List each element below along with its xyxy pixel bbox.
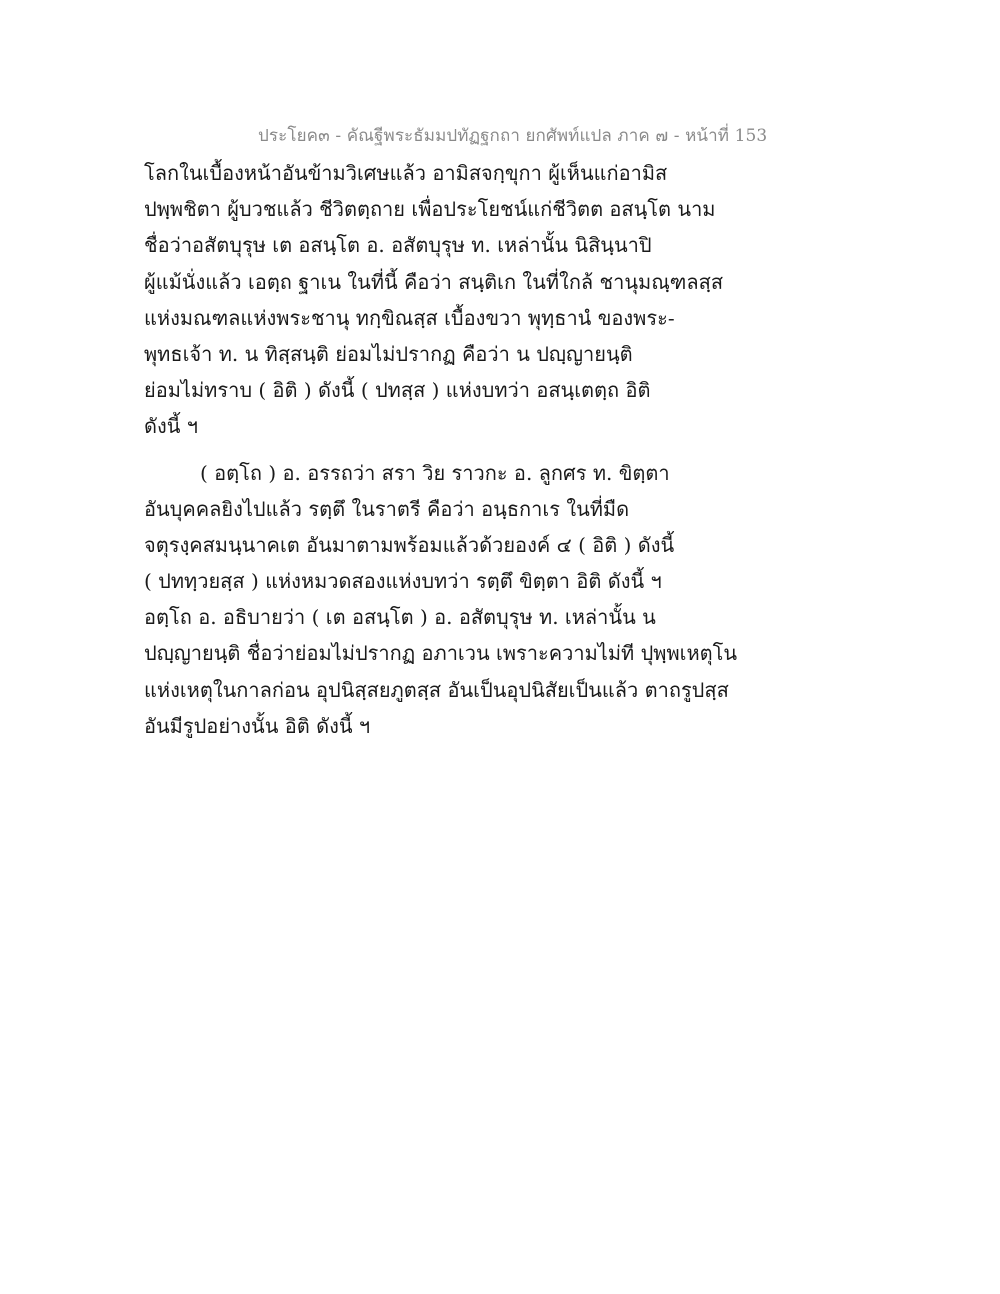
- text-line: ( อตฺโถ ) อ. อรรถว่า สรา วิย ราวกะ อ. ลูกศร ท. ขิตฺตา: [200, 460, 670, 485]
- text-line: จตุรงฺคสมนฺนาคเต อันมาตามพร้อมแล้วด้วยองค์ ๔ ( อิติ ) ดังนี้: [144, 532, 675, 557]
- text-line: โลกในเบื้องหน้าอันข้ามวิเศษแล้ว อามิสจกฺขุกา ผู้เห็นแก่อามิส: [144, 161, 668, 185]
- text-line: อตฺโถ อ. อธิบายว่า ( เต อสนฺโต ) อ. อสัตบุรุษ ท. เหล่านั้น น: [144, 605, 656, 630]
- text-line: ย่อมไม่ทราบ ( อิติ ) ดังนี้ ( ปทสฺส ) แห่งบทว่า อสนฺเตตฺถ อิติ: [144, 378, 651, 403]
- text-line: ชื่อว่าอสัตบุรุษ เต อสนฺโต อ. อสัตบุรุษ ท. เหล่านั้น นิสินฺนาปิ: [144, 233, 652, 258]
- text-line: แห่งเหตุในกาลก่อน อุปนิสฺสยภูตสฺส อันเป็นอุปนิสัยเป็นแล้ว ตาถรูปสฺส: [144, 677, 729, 702]
- text-line: ( ปททฺวยสฺส ) แห่งหมวดสองแห่งบทว่า รตฺตึ ขิตฺตา อิติ ดังนี้ ฯ: [144, 569, 662, 594]
- paragraph-2: [144, 455, 764, 745]
- text-line: ดังนี้ ฯ: [144, 414, 199, 439]
- text-line: แห่งมณฑลแห่งพระชานุ ทกฺขิณสฺส เบื้องขวา พุทฺธานํ ของพระ-: [144, 305, 675, 330]
- text-line: อันมีรูปอย่างนั้น อิติ ดังนี้ ฯ: [144, 713, 371, 738]
- running-header: ประโยค๓ - คัณฐีพระธัมมปทัฏฐกถา ยกศัพท์แปล ภาค ๗ - หน้าที่ 153: [258, 126, 768, 146]
- body-text: [144, 155, 764, 744]
- text-line: อันบุคคลยิงไปแล้ว รตฺตึ ในราตรี คือว่า อนฺธกาเร ในที่มืด: [144, 496, 630, 521]
- paragraph-1: [144, 155, 764, 445]
- text-line: ปญฺญายนฺติ ชื่อว่าย่อมไม่ปรากฏ อภาเวน เพราะความไม่ที ปุพฺพเหตุโน: [144, 641, 738, 666]
- text-line: ผู้แม้นั่งแล้ว เอตฺถ ฐาเน ในที่นี้ คือว่า สนฺติเก ในที่ใกล้ ชานุมณฺฑลสฺส: [144, 269, 724, 294]
- paragraph-gap: [144, 445, 764, 455]
- text-line: พุทธเจ้า ท. น ทิสฺสนฺติ ย่อมไม่ปรากฏ คือว่า น ปญฺญายนฺติ: [144, 341, 633, 366]
- text-line: ปพฺพชิตา ผู้บวชแล้ว ชีวิตตฺถาย เพื่อประโยชน์แก่ชีวิตต อสนฺโต นาม: [144, 197, 716, 222]
